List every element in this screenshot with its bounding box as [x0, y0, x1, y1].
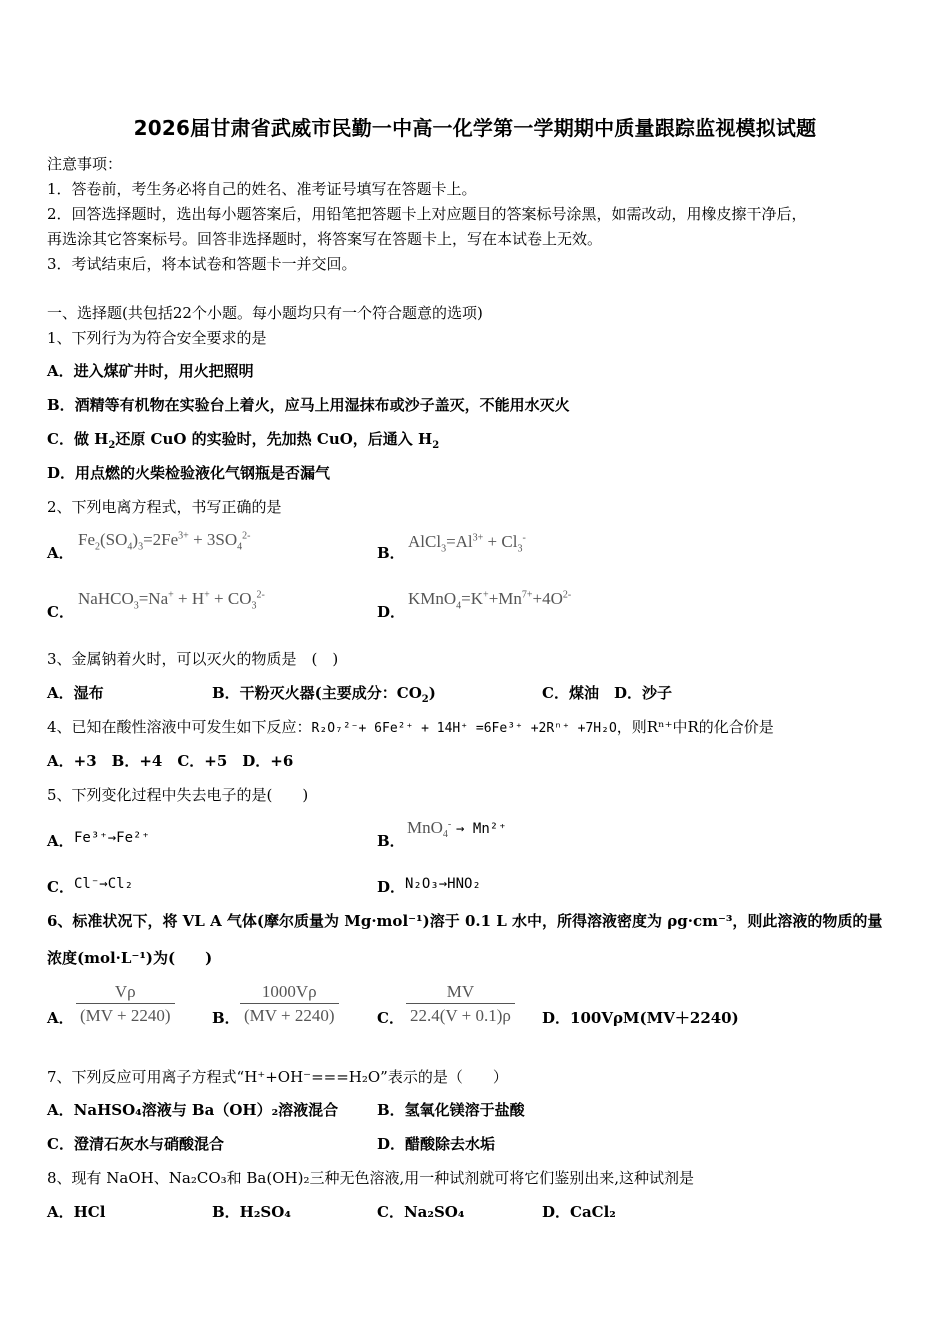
q6-stem-line1: 6、标准状况下，将 VL A 气体(摩尔质量为 Mg·mol⁻¹)溶于 0.1 L 水中，所得溶液密度为 ρg·cm⁻³，则此溶液的物质的量	[47, 912, 883, 930]
q3-option-a: A．湿布	[47, 684, 104, 702]
q5-option-a: Fe³⁺→Fe²⁺	[74, 830, 150, 846]
q8-option-d: D．CaCl₂	[542, 1203, 616, 1221]
q2-formula-a: $Fe_2(SO_4)_3=2Fe^{3+} + 3SO_4^{2-}$	[78, 530, 251, 553]
q7-option-b: B．氢氧化镁溶于盐酸	[377, 1101, 525, 1119]
q7-stem: 7、下列反应可用离子方程式“H⁺+OH⁻===H₂O”表示的是（ ）	[47, 1068, 508, 1086]
q7-option-a: A．NaHSO₄溶液与 Ba（OH）₂溶液混合	[47, 1101, 339, 1119]
q6-stem-line2: 浓度(mol·L⁻¹)为( )	[47, 949, 213, 967]
notice-item-2-cont: 再选涂其它答案标号。回答非选择题时，将答案写在答题卡上，写在本试卷上无效。	[47, 230, 603, 248]
q2-label-b: B．	[377, 544, 405, 562]
q1-option-b: B．酒精等有机物在实验台上着火，应马上用湿抹布或沙子盖灭，不能用水灭火	[47, 396, 570, 414]
q1-option-a: A．进入煤矿井时，用火把照明	[47, 362, 254, 380]
q5-option-b: MnO$_4$- → Mn²⁺	[407, 818, 507, 840]
q3-option-cd: C．煤油 D．沙子	[542, 684, 672, 702]
q1-c-part2: 还原 CuO 的实验时，先加热 CuO，后通入 H	[115, 430, 433, 448]
q5-stem: 5、下列变化过程中失去电子的是( )	[47, 786, 309, 804]
q1-option-d: D．用点燃的火柴检验液化气钢瓶是否漏气	[47, 464, 331, 482]
q6-option-d: D．100VρM(MV＋2240)	[542, 1009, 739, 1027]
q4-stem: 4、已知在酸性溶液中可发生如下反应：R₂O₇²⁻+ 6Fe²⁺ + 14H⁺ =6Fe³⁺ +2Rⁿ⁺ +7H₂O，则Rⁿ⁺中R的化合价是	[47, 718, 774, 736]
notice-item-3: 3．考试结束后，将本试卷和答题卡一并交回。	[47, 255, 357, 273]
q2-label-c: C．	[47, 603, 74, 621]
q3-option-b: B．干粉灭火器(主要成分：$CO_2$)	[212, 684, 436, 705]
q4-equation: R₂O₇²⁻+ 6Fe²⁺ + 14H⁺ =6Fe³⁺ +2Rⁿ⁺ +7H₂O	[311, 721, 617, 736]
q7-option-c: C．澄清石灰水与硝酸混合	[47, 1135, 224, 1153]
q6-option-b: $\frac{1000V\rho}{(MV + 2240)}$	[240, 981, 339, 1028]
q4-options: A．+3 B．+4 C．+5 D．+6	[47, 752, 294, 770]
q2-formula-b: $AlCl_3=Al^{3+} + Cl_3^-$	[408, 532, 526, 555]
q8-option-a: A．HCl	[47, 1203, 106, 1221]
notice-item-1: 1．答卷前，考生务必将自己的姓名、准考证号填写在答题卡上。	[47, 180, 477, 198]
q7-option-d: D．醋酸除去水垢	[377, 1135, 496, 1153]
q1-stem: 1、下列行为为符合安全要求的是	[47, 329, 267, 347]
q5-label-c: C．	[47, 878, 74, 896]
q1-c-sub1: 2	[108, 440, 116, 451]
q6-label-c: C．	[377, 1009, 404, 1027]
notice-item-2: 2．回答选择题时，选出每小题答案后，用铅笔把答题卡上对应题目的答案标号涂黑，如需改动，用橡皮擦干净后，	[47, 205, 807, 223]
q2-label-d: D．	[377, 603, 406, 621]
q6-option-c: $\frac{MV}{22.4(V + 0.1)\rho}$	[406, 981, 515, 1028]
q8-option-c: C．Na₂SO₄	[377, 1203, 465, 1221]
q6-option-a: $\frac{V\rho}{(MV + 2240)}$	[76, 981, 175, 1028]
q6-label-b: B．	[212, 1009, 240, 1027]
q2-label-a: A．	[47, 544, 74, 562]
q6-label-a: A．	[47, 1009, 74, 1027]
q1-c-sub2: 2	[432, 440, 440, 451]
q8-option-b: B．H₂SO₄	[212, 1203, 291, 1221]
q2-stem: 2、下列电离方程式，书写正确的是	[47, 498, 282, 516]
q2-formula-c: NaHCO$_3$=Na+ + $H^+ + CO_3^{2-}$	[78, 589, 265, 612]
q5-option-c: Cl⁻→Cl₂	[74, 876, 134, 892]
q5-option-d: N₂O₃→HNO₂	[405, 876, 481, 892]
page-title: 2026届甘肃省武威市民勤一中高一化学第一学期期中质量跟踪监视模拟试题	[133, 116, 817, 140]
q5-label-a: A．	[47, 832, 74, 850]
q3-stem: 3、金属钠着火时，可以灭火的物质是 ( )	[47, 650, 339, 668]
q1-option-c	[47, 428, 439, 451]
q2-formula-d: $KMnO_4=K^++Mn^{7+}+4O^{2-}$	[408, 589, 572, 612]
q5-label-b: B．	[377, 832, 405, 850]
q5-label-d: D．	[377, 878, 406, 896]
notice-heading: 注意事项：	[47, 155, 123, 173]
section-heading: 一、选择题(共包括22个小题。每小题均只有一个符合题意的选项)	[47, 304, 483, 322]
q1-c-part1: C．做 H	[47, 430, 109, 448]
q8-stem: 8、现有 NaOH、Na₂CO₃和 Ba(OH)₂三种无色溶液,用一种试剂就可将它们鉴别出来,这种试剂是	[47, 1169, 694, 1187]
